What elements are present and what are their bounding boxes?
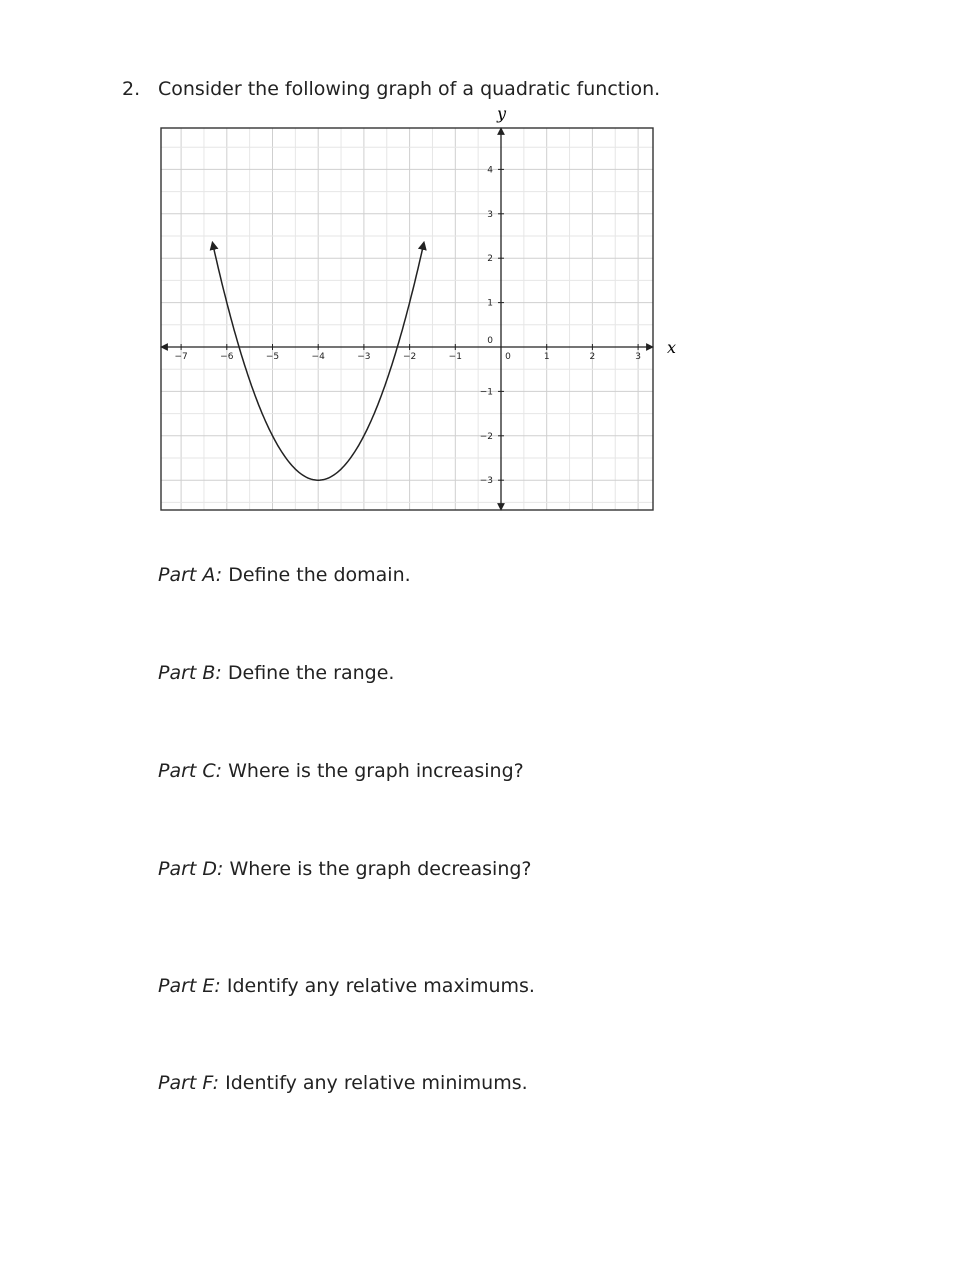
part-b-text: Define the range.: [221, 662, 395, 684]
x-tick-label: −3: [357, 352, 371, 362]
part-f-label: Part F:: [158, 1072, 220, 1094]
part-c: [158, 760, 524, 782]
y-tick-label: 3: [487, 209, 493, 220]
y-tick-label: 1: [487, 298, 493, 309]
part-e-label: Part E:: [158, 975, 221, 997]
part-e-text: Identify any relative maximums.: [220, 975, 535, 997]
part-c-text: Where is the graph increasing?: [222, 760, 524, 782]
question-number: 2.: [122, 78, 141, 100]
part-b-label: Part B:: [158, 662, 222, 684]
graph-frame: [161, 128, 653, 510]
y-tick-label: 2: [487, 254, 493, 265]
x-tick-label: −2: [402, 352, 417, 362]
part-b: [158, 662, 394, 684]
x-tick-label: −5: [265, 352, 280, 362]
x-tick-label: −6: [220, 352, 234, 362]
y-tick-label: −1: [479, 387, 493, 398]
quadratic-graph: [0, 0, 979, 540]
x-tick-label: −7: [174, 352, 188, 362]
part-d-text: Where is the graph decreasing?: [223, 858, 532, 880]
y-tick-label: −2: [479, 431, 493, 442]
axes: [164, 131, 650, 507]
x-tick-label: 3: [635, 352, 641, 362]
part-d: [158, 858, 532, 880]
y-tick-label: 0: [487, 336, 493, 346]
x-tick-label: 0: [505, 352, 511, 362]
y-tick-label: −3: [479, 476, 493, 487]
part-c-label: Part C:: [158, 760, 223, 782]
x-tick-label: −1: [448, 352, 462, 362]
grid-lines: [161, 128, 653, 510]
x-axis-label: x: [667, 338, 677, 357]
question-text: Consider the following graph of a quadratic function.: [158, 78, 661, 100]
part-a-label: Part A:: [158, 564, 223, 586]
y-axis-label: y: [497, 104, 507, 123]
part-f: [158, 1072, 528, 1094]
x-tick-label: −4: [311, 352, 325, 362]
part-d-label: Part D:: [158, 858, 224, 880]
part-a-text: Define the domain.: [222, 564, 411, 586]
part-f-text: Identify any relative minimums.: [219, 1072, 528, 1094]
y-tick-label: 4: [487, 165, 493, 176]
x-tick-label: 2: [589, 352, 596, 362]
x-tick-label: 1: [543, 352, 550, 362]
part-a: [158, 564, 411, 586]
part-e: [158, 975, 535, 997]
